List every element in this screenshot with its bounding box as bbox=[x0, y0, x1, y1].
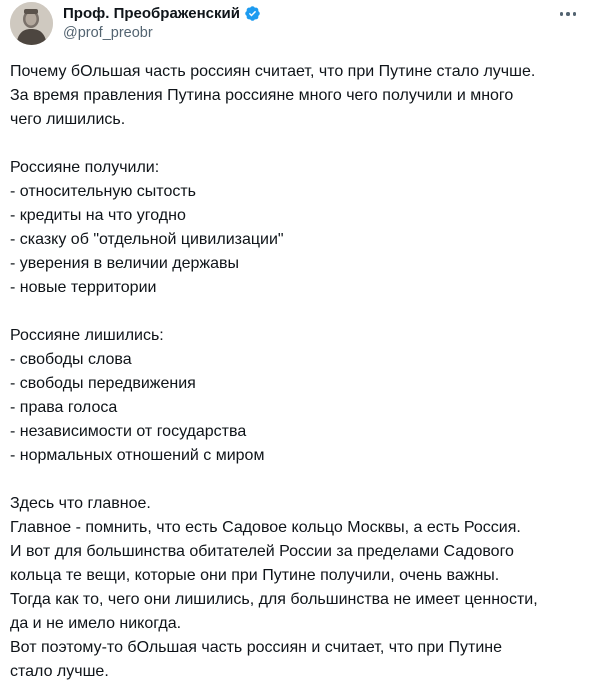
list-item: - новые территории bbox=[10, 279, 157, 296]
list-item: - права голоса bbox=[10, 399, 118, 416]
list-item: - свободы передвижения bbox=[10, 375, 196, 392]
author-display-name[interactable]: Проф. Преображенский bbox=[63, 4, 240, 22]
blank-line bbox=[10, 300, 590, 324]
text-line: Здесь что главное. bbox=[10, 495, 151, 512]
more-options-button[interactable] bbox=[556, 4, 580, 24]
tweet-text bbox=[10, 60, 590, 684]
text-line: стало лучше. bbox=[10, 663, 109, 680]
text-line: Тогда как то, чего они лишились, для большинства не имеет ценности, bbox=[10, 591, 538, 608]
verified-badge-icon bbox=[244, 5, 261, 22]
text-line: За время правления Путина россияне много чего получили и много bbox=[10, 87, 514, 104]
text-line: чего лишились. bbox=[10, 111, 126, 128]
text-line: И вот для большинства обитателей России за пределами Садового bbox=[10, 543, 514, 560]
text-line: кольца те вещи, которые они при Путине получили, очень важны. bbox=[10, 567, 500, 584]
list-item: - свободы слова bbox=[10, 351, 132, 368]
list-item: - относительную сытость bbox=[10, 183, 196, 200]
text-line: Вот поэтому-то бОльшая часть россиян и считает, что при Путине bbox=[10, 639, 502, 656]
text-line: Почему бОльшая часть россиян считает, что при Путине стало лучше. bbox=[10, 63, 536, 80]
author-handle[interactable]: @prof_preobr bbox=[63, 25, 153, 41]
list-item: - нормальных отношений с миром bbox=[10, 447, 265, 464]
blank-line bbox=[10, 468, 590, 492]
more-horizontal-icon bbox=[560, 12, 564, 16]
list-item: - сказку об "отдельной цивилизации" bbox=[10, 231, 284, 248]
list-item: - независимости от государства bbox=[10, 423, 247, 440]
text-line: да и не имело никогда. bbox=[10, 615, 182, 632]
list-item: - кредиты на что угодно bbox=[10, 207, 186, 224]
blank-line bbox=[10, 132, 590, 156]
avatar-portrait-icon bbox=[10, 2, 53, 45]
author-name-row bbox=[63, 3, 261, 23]
lost-heading: Россияне лишились: bbox=[10, 327, 164, 344]
text-line: Главное - помнить, что есть Садовое кольцо Москвы, а есть Россия. bbox=[10, 519, 521, 536]
author-info bbox=[63, 3, 261, 41]
gained-heading: Россияне получили: bbox=[10, 159, 160, 176]
avatar[interactable] bbox=[10, 2, 53, 45]
list-item: - уверения в величии державы bbox=[10, 255, 239, 272]
